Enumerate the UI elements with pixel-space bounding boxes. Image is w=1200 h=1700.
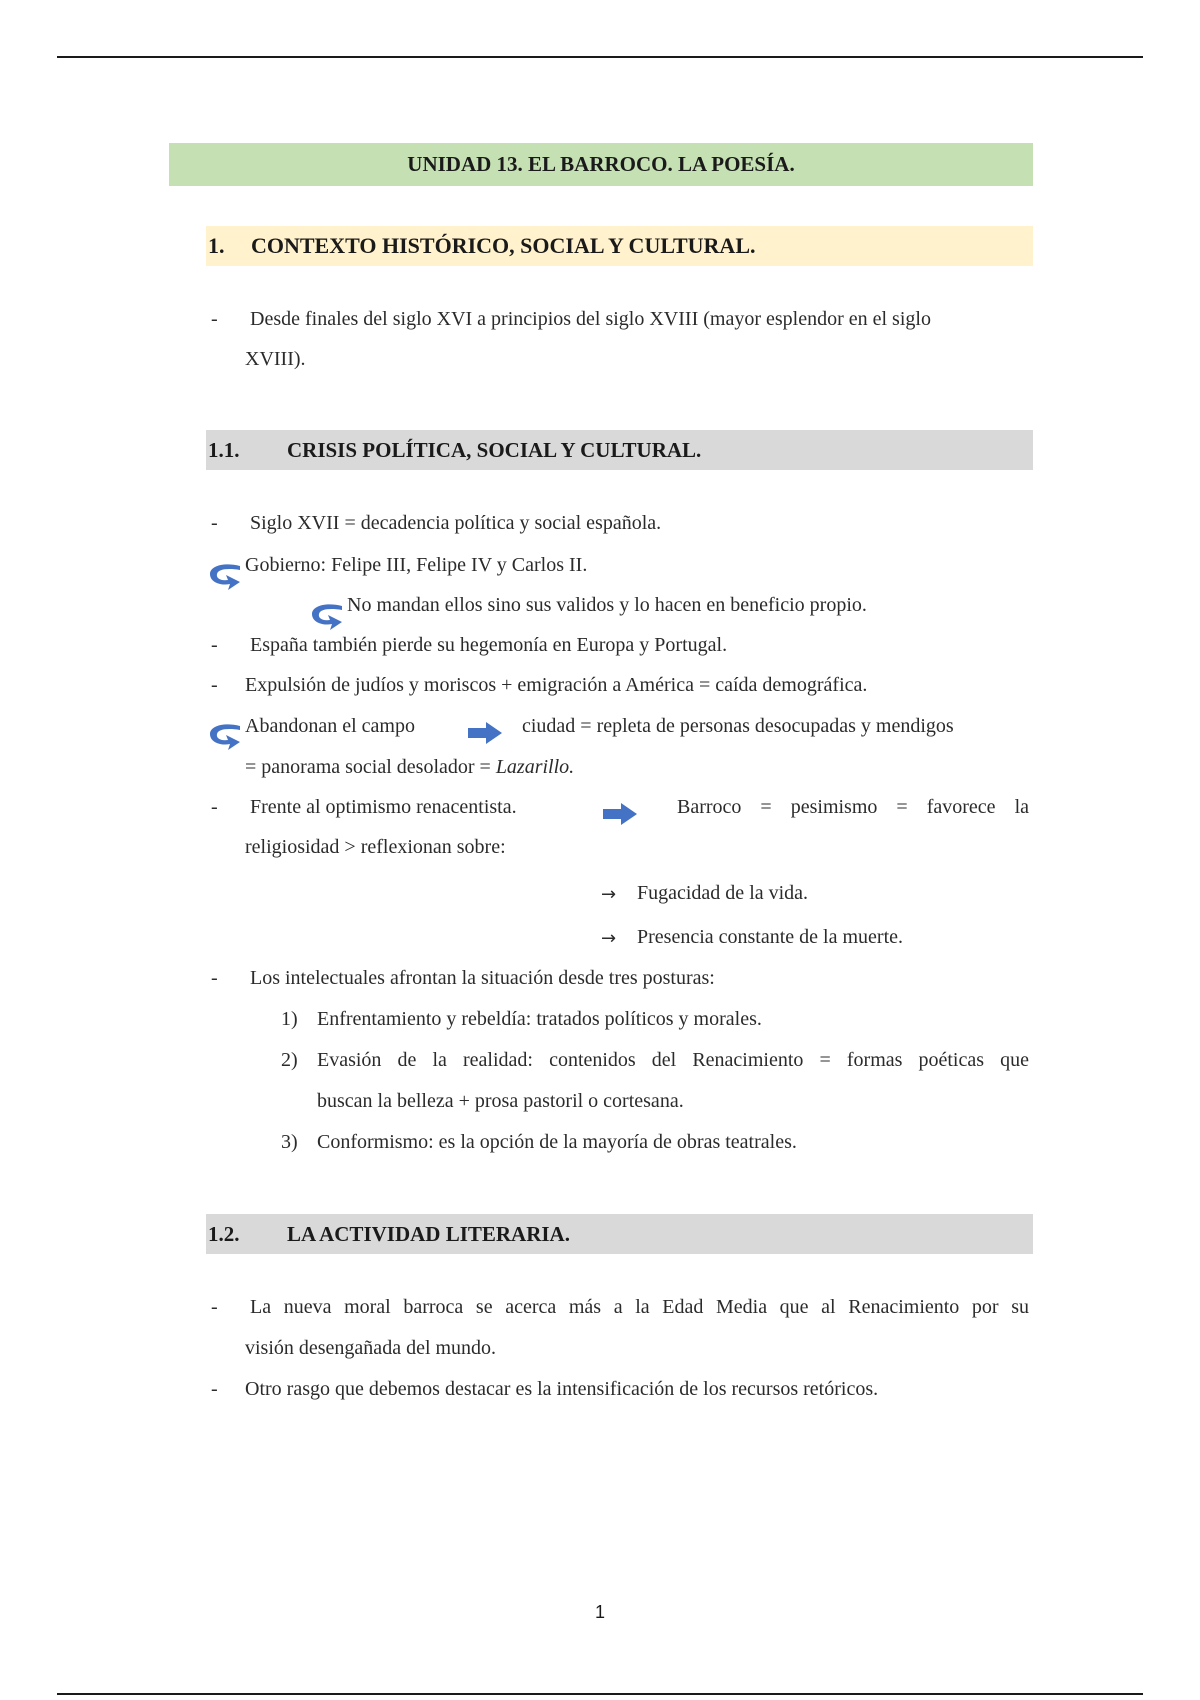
right-arrow-icon (466, 720, 504, 746)
section-1-2-number: 1.2. (208, 1221, 240, 1246)
s11-sub-muerte: Presencia constante de la muerte. (637, 926, 903, 948)
section-1-heading-bar (206, 226, 1033, 266)
bullet-dash: - (211, 634, 218, 656)
s11-line-frente: Frente al optimismo renacentista. (250, 796, 517, 818)
section-1-1-heading: CRISIS POLÍTICA, SOCIAL Y CULTURAL. (287, 437, 702, 462)
s11-line-siglo: Siglo XVII = decadencia política y social española. (250, 512, 662, 534)
unit-title: UNIDAD 13. EL BARROCO. LA POESÍA. (407, 152, 795, 176)
s11-line-expulsion: Expulsión de judíos y moriscos + emigración a América = caída demográfica. (245, 674, 868, 696)
right-arrow-icon (601, 801, 639, 827)
option-2-number: 2) (281, 1049, 298, 1071)
lazarillo-title: Lazarillo. (495, 756, 575, 778)
curved-arrow-icon (206, 720, 242, 752)
bullet-dash: - (211, 512, 218, 534)
s11-line-gobierno: Gobierno: Felipe III, Felipe IV y Carlos II. (245, 554, 588, 576)
s11-line-abandonan: Abandonan el campo (245, 715, 415, 737)
section-1-1-number: 1.1. (208, 437, 240, 462)
s11-sub-fugacidad: Fugacidad de la vida. (637, 882, 809, 904)
s11-line-ciudad: ciudad = repleta de personas desocupadas y mendigos (522, 715, 954, 737)
s1-bullet1-line1: Desde finales del siglo XVI a principios del siglo XVIII (mayor esplendor en el siglo (250, 308, 931, 330)
s12-line-moral: La nueva moral barroca se acerca más a la Edad Media que al Renacimiento por su (250, 1296, 1029, 1318)
bullet-dash: - (211, 796, 218, 818)
s11-line-espana: España también pierde su hegemonía en Europa y Portugal. (250, 634, 728, 656)
arrow-icon: → (601, 928, 617, 949)
option-2-text-line1: Evasión de la realidad: contenidos del Renacimiento = formas poéticas que (317, 1049, 1029, 1071)
page-number: 1 (594, 1602, 605, 1622)
curved-arrow-icon (206, 560, 242, 592)
s11-line-barroco: Barroco = pesimismo = favorece la (677, 796, 1029, 818)
bullet-dash: - (211, 674, 218, 696)
section-1-number: 1. (208, 233, 225, 258)
option-3-number: 3) (281, 1131, 298, 1153)
option-1-number: 1) (281, 1008, 298, 1030)
section-1-2-heading-bar (206, 1214, 1033, 1254)
arrow-icon: → (601, 884, 617, 905)
s12-line-rasgo: Otro rasgo que debemos destacar es la intensificación de los recursos retóricos. (245, 1378, 879, 1400)
s1-bullet1-line2: XVIII). (245, 348, 306, 370)
section-1-2-heading: LA ACTIVIDAD LITERARIA. (287, 1221, 570, 1246)
bullet-dash: - (211, 1296, 218, 1318)
panorama-text: = panorama social desolador = (245, 756, 496, 778)
bullet-dash: - (211, 967, 218, 989)
bottom-rule (57, 1693, 1143, 1695)
section-1-1-heading-bar (206, 430, 1033, 470)
s12-line-vision: visión desengañada del mundo. (245, 1337, 497, 1359)
option-1-text: Enfrentamiento y rebeldía: tratados políticos y morales. (317, 1008, 762, 1030)
option-3-text: Conformismo: es la opción de la mayoría de obras teatrales. (317, 1131, 797, 1153)
unit-title-bar (169, 143, 1033, 186)
top-rule (57, 56, 1143, 58)
s11-line-religiosidad: religiosidad > reflexionan sobre: (245, 836, 506, 858)
s11-line-panorama (245, 756, 574, 779)
s11-line-validos: No mandan ellos sino sus validos y lo hacen en beneficio propio. (347, 594, 867, 616)
section-1-heading: CONTEXTO HISTÓRICO, SOCIAL Y CULTURAL. (251, 233, 756, 258)
option-2-text-line2: buscan la belleza + prosa pastoril o cortesana. (317, 1090, 684, 1112)
bullet-dash: - (211, 308, 218, 330)
curved-arrow-icon (308, 600, 344, 632)
s11-line-intelectuales: Los intelectuales afrontan la situación desde tres posturas: (250, 967, 715, 989)
bullet-dash: - (211, 1378, 218, 1400)
